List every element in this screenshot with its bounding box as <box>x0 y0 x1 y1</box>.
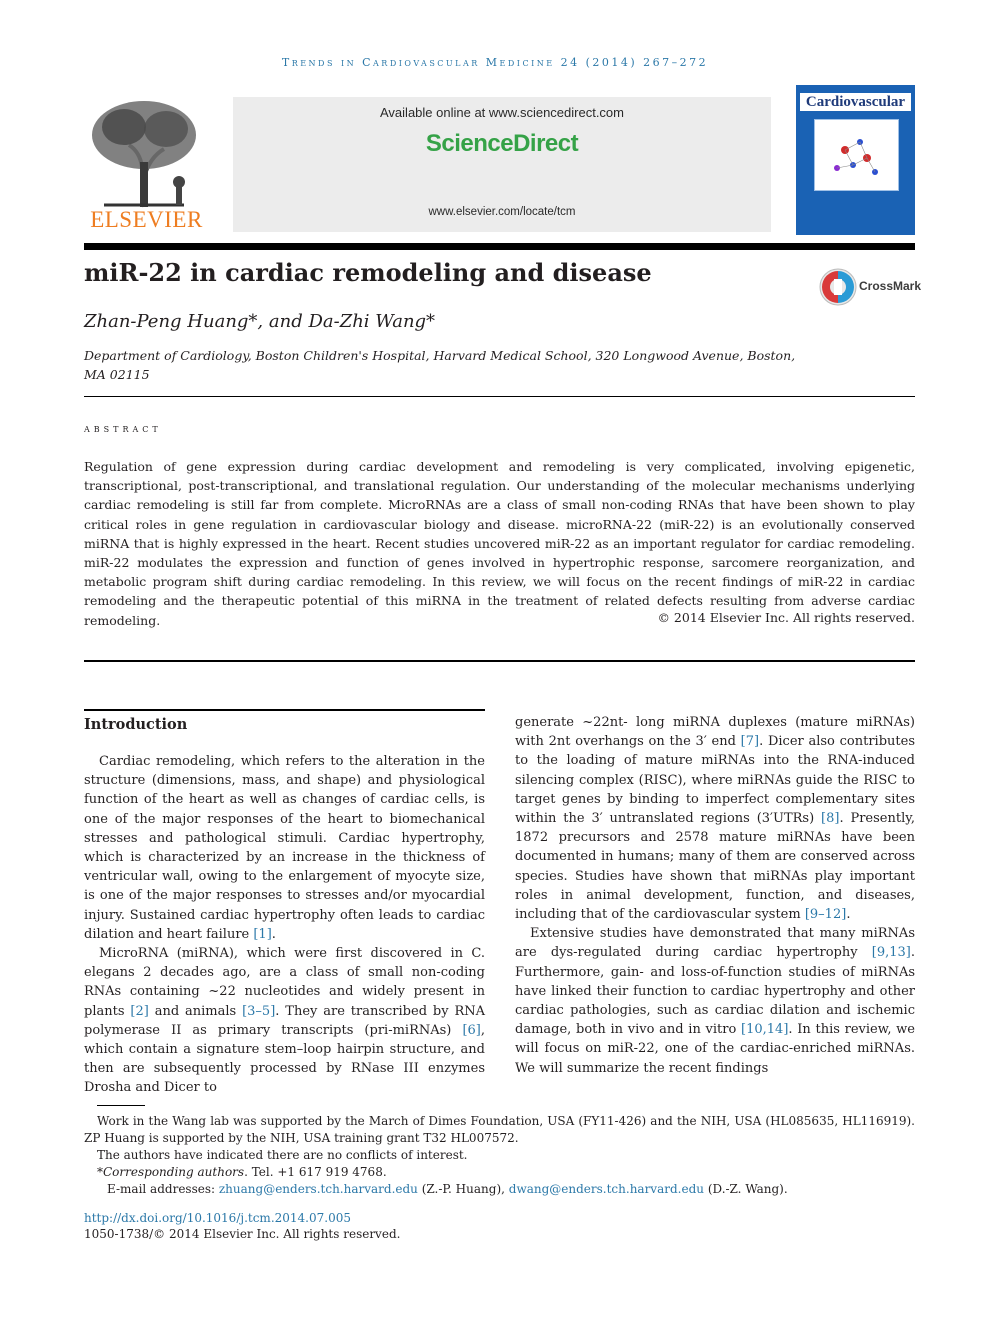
paragraph: generate ~22nt- long miRNA duplexes (mature miRNAs) with 2nt overhangs on the 3′ end [7]. Dicer also contributes to the loading of mature miRNAs into the RNA-induced silencing complex (RISC), where miRNAs guide the RISC to target genes by binding to imperfect complementary sites within the 3′ untranslated regions (3′UTRs) [8]. Presently, 1872 precursors and 2578 mature miRNAs have been documented in humans; many of them are conserved across species. Studies have shown that miRNAs play important roles in animal development, function, and diseases, including that of the cardiovascular system [9–12]. <box>515 715 915 923</box>
email-link[interactable]: dwang@enders.tch.harvard.edu <box>508 1182 704 1196</box>
journal-cover-image[interactable] <box>796 85 915 235</box>
sciencedirect-logo[interactable]: ScienceDirect <box>425 130 579 157</box>
abstract-top-rule <box>84 396 915 397</box>
paragraph: Extensive studies have demonstrated that many miRNAs are dys-regulated during cardiac hypertrophy [9,13]. Furthermore, gain- and loss-of-function studies of miRNAs have linked their function to cardiac hypertrophy and other cardiac pathologies, such as cardiac dilation and ischemic damage, both in vivo and in vitro [10,14]. In this review, we will focus on miR-22, one of the cardiac-enriched miRNAs. We will summarize the recent findings <box>515 926 915 1076</box>
conflict-footnote: The authors have indicated there are no conflicts of interest. <box>97 1148 468 1162</box>
abstract-heading: abstract <box>84 422 162 435</box>
citation-link[interactable]: [1] <box>253 926 272 942</box>
right-column <box>515 713 915 1078</box>
abstract-text: Regulation of gene expression during cardiac development and remodeling is very complicated, involving epigenetic, transcriptional, post-transcriptional, and translational regulation. Our understanding of the molecular mechanisms underlying cardiac remodeling is still far from complete. MicroRNAs are a class of small non-coding RNAs that have been shown to play critical roles in gene regulation in cardiovascular biology and disease. microRNA-22 (miR-22) is an evolutionally conserved miRNA that is highly expressed in the heart. Recent studies uncovered miR-22 as an important regulator for cardiac remodeling. miR-22 modulates the expression and function of genes involved in hypertrophic response, sarcomere reorganization, and metabolic program shift during cardiac remodeling. In this review, we will focus on the recent findings of miR-22 in cardiac remodeling and the therapeutic potential of this miRNA in the treatment of related defects resulting from adverse cardiac remodeling. <box>84 459 915 628</box>
intro-rule <box>84 709 485 711</box>
citation-link[interactable]: [3–5] <box>242 1003 276 1019</box>
citation-link[interactable]: [8] <box>821 811 840 827</box>
abstract-copyright: © 2014 Elsevier Inc. All rights reserved. <box>657 610 915 625</box>
crossmark-icon <box>818 267 858 307</box>
left-column <box>84 752 485 1098</box>
citation-link[interactable]: [6] <box>462 1022 481 1038</box>
journal-citation: Trends in Cardiovascular Medicine 24 (2014) 267–272 <box>281 56 709 69</box>
available-online-link[interactable]: Available online at www.sciencedirect.com <box>380 105 624 120</box>
journal-url-link[interactable]: www.elsevier.com/locate/tcm <box>428 206 576 218</box>
header-rule <box>84 243 915 250</box>
doi-link[interactable]: http://dx.doi.org/10.1016/j.tcm.2014.07.005 <box>84 1211 351 1225</box>
abstract-bottom-rule <box>84 660 915 662</box>
citation-link[interactable]: [7] <box>740 734 760 750</box>
elsevier-wordmark: ELSEVIER <box>90 207 203 232</box>
citation-link[interactable]: [2] <box>130 1003 149 1019</box>
affiliation: Department of Cardiology, Boston Children's Hospital, Harvard Medical School, 320 Longwood Avenue, Boston, MA 02115 <box>84 348 796 382</box>
cover-figure <box>814 119 899 191</box>
paragraph: Cardiac remodeling, which refers to the alteration in the structure (dimensions, mass, and shape) and physiological function of the heart as well as changes of cardiac cells, is one of the major responses of the heart to biomechanical stresses and pathological stimuli. Cardiac hypertrophy, which is characterized by an increase in the thickness of ventricular wall, owing to the enlargement of myocyte size, is one of the major responses to stresses and/or myocardial injury. Sustained cardiac hypertrophy often leads to cardiac dilation and heart failure [1]. <box>84 754 485 942</box>
article-title: miR-22 in cardiac remodeling and disease <box>84 258 652 287</box>
cover-title: Cardiovascular <box>800 93 911 111</box>
paragraph: MicroRNA (miRNA), which were first discovered in C. elegans 2 decades ago, are a class of small non-coding RNAs containing ~22 nucleotides and widely present in plants [2] and animals [3–5]. They are transcribed by RNA polymerase II as primary transcripts (pri-miRNAs) [6], which contain a signature stem–loop hairpin structure, and then are subsequently processed by RNase III enzymes Drosha and Dicer to <box>84 946 485 1096</box>
citation-link[interactable]: [10,14] <box>741 1022 789 1038</box>
citation-link[interactable]: [9,13] <box>871 945 911 961</box>
author-list: Zhan-Peng Huang*, and Da-Zhi Wang* <box>84 311 436 332</box>
section-heading-introduction: Introduction <box>84 716 188 733</box>
funding-footnote: Work in the Wang lab was supported by the March of Dimes Foundation, USA (FY11-426) and the NIH, USA (HL085635, HL116919). ZP Huang is supported by the NIH, USA training grant T32 HL007572. <box>84 1114 915 1145</box>
corresponding-footnote: *Corresponding authors. Tel. +1 617 919 4768. <box>97 1165 387 1179</box>
footnote-rule <box>97 1105 145 1106</box>
email-footnote: E-mail addresses: zhuang@enders.tch.harvard.edu (Z.-P. Huang), dwang@enders.tch.harvard.edu (D.-Z. Wang). <box>107 1182 788 1196</box>
citation-link[interactable]: [9–12] <box>804 907 847 923</box>
crossmark-label: CrossMark <box>859 279 922 293</box>
issn-copyright: 1050-1738/© 2014 Elsevier Inc. All rights reserved. <box>84 1227 401 1241</box>
email-link[interactable]: zhuang@enders.tch.harvard.edu <box>218 1182 418 1196</box>
